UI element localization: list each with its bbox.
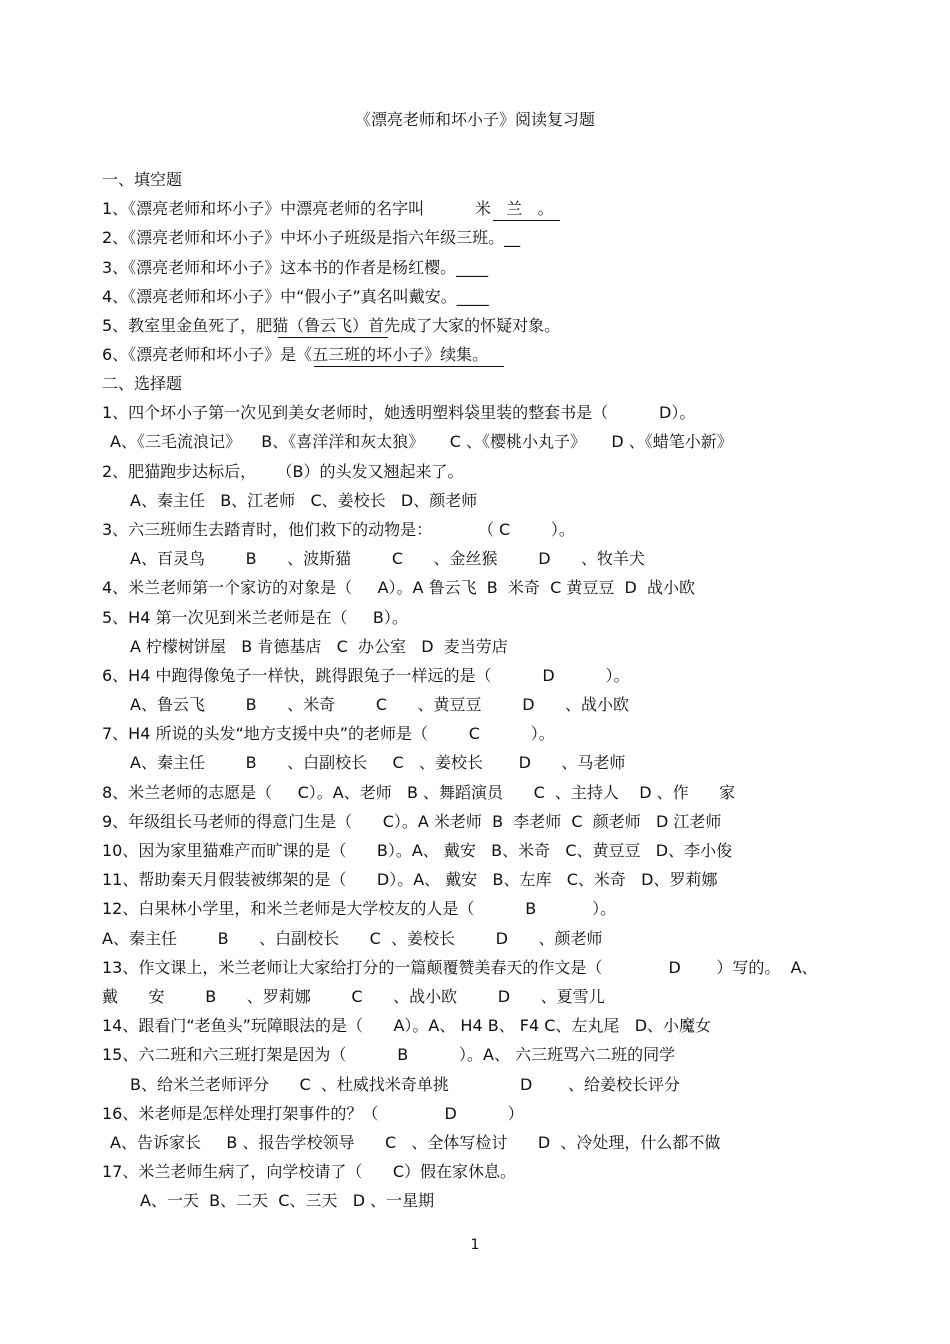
choice-options-13: 戴 安 B 、罗莉娜 C 、战小欧 D 、夏雪儿 bbox=[102, 987, 605, 1006]
choice-question-8: 8、米兰老师的志愿是（ C）。A、老师 B 、舞蹈演员 C 、主持人 D 、作 家 bbox=[102, 783, 736, 802]
choice-options-7: A、秦主任 B 、白副校长 C 、姜校长 D 、马老师 bbox=[130, 753, 626, 772]
choice-question-11: 11、帮助秦天月假装被绑架的是（ D）。A、 戴安 B、左库 C、米奇 D、罗莉娜 bbox=[102, 870, 718, 889]
choice-question-7: 7、H4 所说的头发“地方支援中央”的老师是（ C ）。 bbox=[102, 724, 555, 743]
fill-question-4: 4、《漂亮老师和坏小子》中“假小子”真名叫戴安。____ bbox=[102, 287, 489, 306]
choice-question-10: 10、因为家里猫难产而旷课的是（ B）。A、 戴安 B、米奇 C、黄豆豆 D、李小俊 bbox=[102, 841, 733, 860]
choice-question-14: 14、跟看门“老鱼头”玩障眼法的是（ A）。A、 H4 B、 F4 C、左丸尾 D、小魔女 bbox=[102, 1016, 712, 1035]
choice-question-5: 5、H4 第一次见到米兰老师是在（ B）。 bbox=[102, 608, 408, 627]
section-heading-choice: 二、选择题 bbox=[102, 374, 183, 393]
fill-question-3: 3、《漂亮老师和坏小子》这本书的作者是杨红樱。____ bbox=[102, 258, 489, 277]
choice-question-6: 6、H4 中跑得像兔子一样快，跳得跟兔子一样远的是（ D ）。 bbox=[102, 666, 630, 685]
fill-question-1: 1、《漂亮老师和坏小子》中漂亮老师的名字叫 米 兰 。 bbox=[102, 199, 554, 218]
choice-question-9: 9、年级组长马老师的得意门生是（ C）。A 米老师 B 李老师 C 颜老师 D 江老师 bbox=[102, 812, 722, 831]
choice-options-16: A、告诉家长 B 、报告学校领导 C 、全体写检讨 D 、冷处理，什么都不做 bbox=[110, 1133, 721, 1152]
choice-question-1: 1、四个坏小子第一次见到美女老师时，她透明塑料袋里装的整套书是（ D）。 bbox=[102, 403, 696, 422]
choice-question-15: 15、六二班和六三班打架是因为（ B ）。A、 六三班骂六二班的同学 bbox=[102, 1045, 676, 1064]
choice-question-4: 4、米兰老师第一个家访的对象是（ A）。A 鲁云飞 B 米奇 C 黄豆豆 D 战小欧 bbox=[102, 578, 696, 597]
answer-underline bbox=[493, 220, 560, 221]
choice-question-17: 17、米兰老师生病了，向学校请了（ C）假在家休息。 bbox=[102, 1162, 517, 1181]
fill-question-6: 6、《漂亮老师和坏小子》是《五三班的坏小子》续集。 bbox=[102, 345, 489, 364]
choice-options-5: A 柠檬树饼屋 B 肯德基店 C 办公室 D 麦当劳店 bbox=[130, 637, 508, 656]
answer-underline bbox=[314, 366, 504, 367]
document-title: 《漂亮老师和坏小子》阅读复习题 bbox=[354, 110, 595, 129]
choice-options-3: A、百灵鸟 B 、波斯猫 C 、金丝猴 D 、牧羊犬 bbox=[130, 549, 646, 568]
choice-options-1: A、《三毛流浪记》 B、《喜洋洋和灰太狼》 C 、《樱桃小丸子》 D 、《蜡笔小新》 bbox=[110, 432, 733, 451]
choice-question-16: 16、米老师是怎样处理打架事件的？（ D ） bbox=[102, 1104, 524, 1123]
choice-question-2: 2、肥猫跑步达标后， （B）的头发又翘起来了。 bbox=[102, 462, 464, 481]
choice-question-13: 13、作文课上，米兰老师让大家给打分的一篇颠覆赞美春天的作文是（ D ）写的。 A、 bbox=[102, 958, 818, 977]
choice-options-6: A、鲁云飞 B 、米奇 C 、黄豆豆 D 、战小欧 bbox=[130, 695, 630, 714]
fill-question-5: 5、教室里金鱼死了，肥猫（鲁云飞）首先成了大家的怀疑对象。 bbox=[102, 316, 561, 335]
fill-question-2: 2、《漂亮老师和坏小子》中坏小子班级是指六年级三班。__ bbox=[102, 228, 521, 247]
choice-question-3: 3、六三班师生去踏青时，他们救下的动物是： （ C ）。 bbox=[102, 520, 575, 539]
answer-underline bbox=[278, 337, 388, 338]
page-number: 1 bbox=[470, 1237, 480, 1253]
choice-question-12: 12、白果林小学里，和米兰老师是大学校友的人是（ B ）。 bbox=[102, 899, 617, 918]
choice-options-2: A、秦主任 B、江老师 C、姜校长 D、颜老师 bbox=[130, 491, 478, 510]
section-heading-fill: 一、填空题 bbox=[102, 170, 183, 189]
choice-options-12: A、秦主任 B 、白副校长 C 、姜校长 D 、颜老师 bbox=[102, 929, 603, 948]
choice-options-15: B、给米兰老师评分 C 、杜威找米奇单挑 D 、给姜校长评分 bbox=[130, 1075, 680, 1094]
choice-options-17: A、一天 B、二天 C、三天 D 、一星期 bbox=[140, 1191, 435, 1210]
